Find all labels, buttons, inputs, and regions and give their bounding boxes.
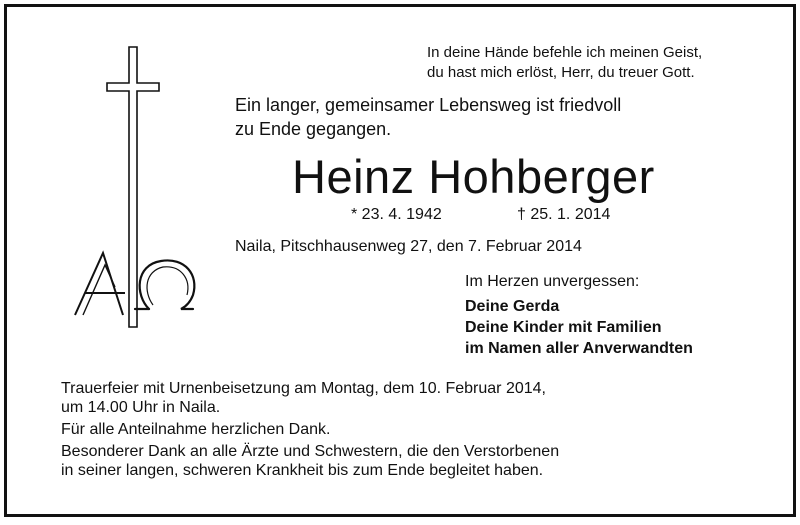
service-line-1: Trauerfeier mit Urnenbeisetzung am Montag, dem 10. Februar 2014, xyxy=(61,380,546,397)
verse-line-2: du hast mich erlöst, Herr, du treuer Gott. xyxy=(427,64,695,81)
bible-verse xyxy=(427,43,702,83)
life-dates xyxy=(351,205,611,225)
birth-date: * 23. 4. 1942 xyxy=(351,206,442,223)
mourners-label: Im Herzen unvergessen: xyxy=(465,273,640,290)
service-and-thanks xyxy=(61,379,559,480)
deceased-name: Heinz Hohberger xyxy=(292,150,655,203)
intro-text xyxy=(235,93,621,141)
place-and-date: Naila, Pitschhausenweg 27, den 7. Februar 2014 xyxy=(235,238,582,255)
obituary-notice xyxy=(4,4,796,517)
mourner-name: im Namen aller Anverwandten xyxy=(465,340,693,357)
death-date: † 25. 1. 2014 xyxy=(517,206,611,223)
special-thanks-line-1: Besonderer Dank an alle Ärzte und Schwestern, die den Verstorbenen xyxy=(61,443,560,460)
mourner-name: Deine Kinder mit Familien xyxy=(465,319,662,336)
mourner-name: Deine Gerda xyxy=(465,298,560,315)
cross-alpha-omega-icon xyxy=(63,43,223,333)
service-line-2: um 14.00 Uhr in Naila. xyxy=(61,399,221,416)
special-thanks-line-2: in seiner langen, schweren Krankheit bis zum Ende begleitet haben. xyxy=(61,462,544,479)
mourners-list xyxy=(465,296,693,359)
intro-line-1: Ein langer, gemeinsamer Lebensweg ist friedvoll xyxy=(235,95,622,115)
intro-line-2: zu Ende gegangen. xyxy=(235,119,392,139)
thanks-line: Für alle Anteilnahme herzlichen Dank. xyxy=(61,421,331,438)
verse-line-1: In deine Hände befehle ich meinen Geist, xyxy=(427,44,703,61)
